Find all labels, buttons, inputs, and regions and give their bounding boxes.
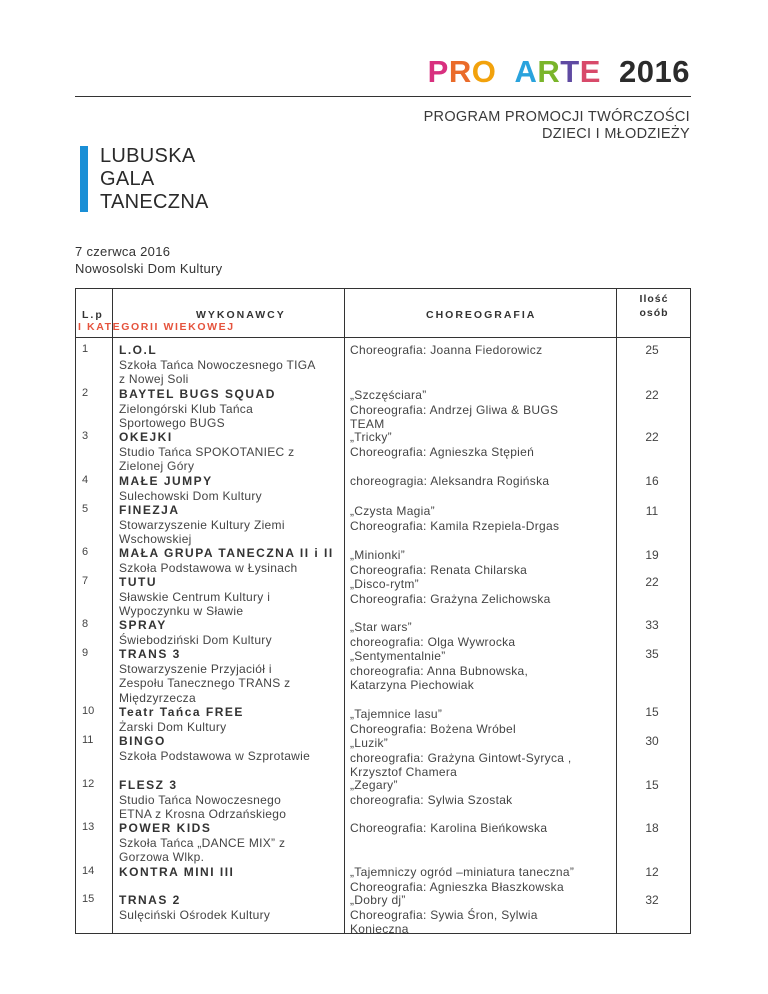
choreography-cell <box>350 778 614 807</box>
choreography-line: TEAM <box>350 417 385 431</box>
column-divider <box>112 289 113 933</box>
performer-description-line: Szkoła Podstawowa w Szprotawie <box>119 748 311 763</box>
header-divider <box>76 337 690 338</box>
performer-name: MAŁE JUMPY <box>119 474 213 488</box>
choreography-line: „Tajemniczy ogród –miniatura taneczna” <box>350 865 575 879</box>
choreography-line: Choreografia: Joanna Fiedorowicz <box>350 343 543 357</box>
performer-cell <box>119 503 347 547</box>
performer-cell <box>119 893 347 922</box>
performer-description-line: Studio Tańca Nowoczesnego <box>119 792 282 807</box>
row-number: 2 <box>82 387 89 399</box>
column-divider <box>616 289 617 933</box>
choreography-line: „Star wars” <box>350 620 412 634</box>
performer-cell <box>119 647 347 705</box>
brand-letter: T <box>560 54 580 89</box>
brand-letter: O <box>471 54 497 89</box>
choreography-cell <box>350 388 614 432</box>
performer-name: FLESZ 3 <box>119 778 178 792</box>
gala-title <box>100 145 209 214</box>
performer-description-line: Szkoła Tańca Nowoczesnego TIGA <box>119 357 316 372</box>
choreography-cell <box>350 893 614 937</box>
row-number: 9 <box>82 647 89 659</box>
brand-word-arte <box>515 56 601 87</box>
performer-cell <box>119 546 347 575</box>
participant-count: 30 <box>645 734 659 748</box>
performer-description-line: Sławskie Centrum Kultury i <box>119 589 271 604</box>
choreography-line: „Disco-rytm” <box>350 577 419 591</box>
performer-description-line: Zielonej Góry <box>119 459 195 473</box>
choreography-line: Konieczna <box>350 922 409 936</box>
performer-name: BINGO <box>119 734 166 748</box>
program-line-2: DZIECI I MŁODZIEŻY <box>542 126 690 142</box>
performer-description-line: Studio Tańca SPOKOTANIEC z <box>119 444 295 459</box>
brand-word-pro <box>428 56 497 87</box>
choreography-cell <box>350 504 614 533</box>
choreography-line: Choreografia: Andrzej Gliwa & BUGS <box>350 402 559 417</box>
performer-name: BAYTEL BUGS SQUAD <box>119 387 276 401</box>
choreography-cell <box>350 865 614 894</box>
header-count-line-2: osób <box>639 307 669 319</box>
performer-description-line: Wschowskiej <box>119 532 192 546</box>
performer-cell <box>119 821 347 865</box>
header-count-line-1: Ilość <box>639 293 669 305</box>
choreography-line: choreografia: Anna Bubnowska, <box>350 663 529 678</box>
performer-cell <box>119 705 347 734</box>
choreography-line: Choreografia: Karolina Bieńkowska <box>350 821 548 835</box>
performer-name: TRNAS 2 <box>119 893 181 907</box>
participant-count: 19 <box>645 548 659 562</box>
performer-name: L.O.L <box>119 343 158 357</box>
performer-description-line: ETNA z Krosna Odrzańskiego <box>119 807 287 821</box>
performer-cell <box>119 343 347 387</box>
choreography-cell <box>350 548 614 577</box>
performer-description-line: Międzyrzecza <box>119 690 196 705</box>
row-number: 14 <box>82 865 95 877</box>
performer-name: Teatr Tańca FREE <box>119 705 244 719</box>
performer-description-line: Zielongórski Klub Tańca <box>119 401 254 416</box>
performer-description-line: Gorzowa Wlkp. <box>119 850 205 864</box>
choreography-line: „Czysta Magia” <box>350 504 435 518</box>
choreography-line: Krzysztof Chamera <box>350 765 458 779</box>
row-number: 12 <box>82 778 95 790</box>
event-info <box>75 243 222 277</box>
gala-line-1: LUBUSKA <box>100 145 196 167</box>
choreography-cell <box>350 707 614 736</box>
choreography-line: Choreografia: Sywia Śron, Sylwia <box>350 907 538 922</box>
event-place: Nowosolski Dom Kultury <box>75 261 223 276</box>
choreography-line: Choreografia: Renata Chilarska <box>350 562 528 577</box>
brand-logo <box>428 56 690 87</box>
choreography-line: „Tajemnice lasu” <box>350 707 443 721</box>
participant-count: 35 <box>645 647 659 661</box>
performer-description-line: Świebodziński Dom Kultury <box>119 632 272 647</box>
choreography-cell <box>350 736 614 780</box>
performer-cell <box>119 387 347 431</box>
performer-cell <box>119 734 347 763</box>
performer-cell <box>119 430 347 474</box>
row-number: 11 <box>82 734 94 746</box>
program-line-1: PROGRAM PROMOCJI TWÓRCZOŚCI <box>423 109 690 125</box>
row-number: 5 <box>82 503 89 515</box>
performer-name: TRANS 3 <box>119 647 181 661</box>
performer-name: MAŁA GRUPA TANECZNA II i II <box>119 546 334 560</box>
performer-description-line: Stowarzyszenie Przyjaciół i <box>119 661 272 676</box>
choreography-line: „Minionki” <box>350 548 406 562</box>
row-number: 13 <box>82 821 95 833</box>
brand-letter: R <box>537 54 561 89</box>
participant-count: 18 <box>645 821 659 835</box>
event-date: 7 czerwca 2016 <box>75 244 171 259</box>
row-number: 15 <box>82 893 95 905</box>
performer-description-line: Szkoła Podstawowa w Łysinach <box>119 560 298 575</box>
row-number: 3 <box>82 430 89 442</box>
header-lp: L.p <box>82 309 104 321</box>
brand-letter: A <box>514 54 538 89</box>
performer-description-line: Szkoła Tańca „DANCE MIX” z <box>119 835 286 850</box>
performer-description-line: Żarski Dom Kultury <box>119 719 227 734</box>
row-number: 7 <box>82 575 89 587</box>
row-number: 4 <box>82 474 89 486</box>
participant-count: 32 <box>645 893 659 907</box>
performer-description-line: Wypoczynku w Sławie <box>119 604 244 618</box>
participant-count: 15 <box>645 705 659 719</box>
choreography-line: Choreografia: Grażyna Zelichowska <box>350 591 551 606</box>
participant-count: 15 <box>645 778 659 792</box>
performer-name: SPRAY <box>119 618 167 632</box>
performer-cell <box>119 618 347 647</box>
choreography-line: Choreografia: Agnieszka Stępień <box>350 444 535 459</box>
brand-letter: E <box>579 54 601 89</box>
choreography-cell <box>350 430 614 459</box>
participant-count: 22 <box>645 388 659 402</box>
performer-description-line: Stowarzyszenie Kultury Ziemi <box>119 517 285 532</box>
choreography-line: „Szczęściara” <box>350 388 427 402</box>
row-number: 6 <box>82 546 89 558</box>
performer-description-line: Sulęciński Ośrodek Kultury <box>119 907 271 922</box>
performer-cell <box>119 865 347 880</box>
performer-name: OKEJKI <box>119 430 173 444</box>
row-number: 1 <box>82 343 89 355</box>
choreography-line: „Dobry dj” <box>350 893 406 907</box>
participant-count: 22 <box>645 430 659 444</box>
header-performers: WYKONAWCY <box>196 309 286 321</box>
performer-cell <box>119 778 347 822</box>
age-category-label: I KATEGORII WIEKOWEJ <box>78 321 235 333</box>
performer-cell <box>119 575 347 619</box>
choreography-line: „Tricky” <box>350 430 392 444</box>
choreography-cell <box>350 649 614 693</box>
choreography-line: Choreografia: Agnieszka Błaszkowska <box>350 879 564 894</box>
performer-name: TUTU <box>119 575 157 589</box>
participant-count: 25 <box>645 343 659 357</box>
participant-count: 12 <box>645 865 659 879</box>
gala-accent-bar <box>80 146 88 212</box>
choreography-line: choreografia: Olga Wywrocka <box>350 634 516 649</box>
participant-count: 16 <box>645 474 659 488</box>
choreography-cell <box>350 343 614 358</box>
choreography-cell <box>350 577 614 606</box>
choreography-line: „Luzik” <box>350 736 389 750</box>
choreography-line: „Sentymentalnie” <box>350 649 446 663</box>
choreography-line: Katarzyna Piechowiak <box>350 678 475 692</box>
performer-description-line: Zespołu Tanecznego TRANS z <box>119 676 291 690</box>
participant-count: 22 <box>645 575 659 589</box>
performer-cell <box>119 474 347 503</box>
header-choreography: CHOREOGRAFIA <box>426 309 537 321</box>
performer-description-line: z Nowej Soli <box>119 372 189 386</box>
choreography-cell <box>350 474 614 489</box>
performer-description-line: Sportowego BUGS <box>119 416 225 430</box>
participant-count: 11 <box>645 504 659 518</box>
choreography-line: Choreografia: Bożena Wróbel <box>350 721 516 736</box>
performer-name: POWER KIDS <box>119 821 212 835</box>
brand-letter: P <box>427 54 449 89</box>
program-title <box>424 109 690 143</box>
brand-year: 2016 <box>619 54 690 89</box>
choreography-line: choreogragia: Aleksandra Rogińska <box>350 474 550 488</box>
performers-table <box>75 288 691 934</box>
participant-count: 33 <box>645 618 659 632</box>
gala-line-2: GALA <box>100 168 155 190</box>
header-rule <box>75 96 691 97</box>
performer-description-line: Sulechowski Dom Kultury <box>119 488 262 503</box>
performer-name: KONTRA MINI III <box>119 865 235 879</box>
row-number: 10 <box>82 705 95 717</box>
choreography-line: choreografia: Sylwia Szostak <box>350 792 513 807</box>
choreography-cell <box>350 821 614 836</box>
performer-name: FINEZJA <box>119 503 180 517</box>
choreography-cell <box>350 620 614 649</box>
row-number: 8 <box>82 618 89 630</box>
choreography-line: „Zegary” <box>350 778 398 792</box>
choreography-line: Choreografia: Kamila Rzepiela-Drgas <box>350 518 560 533</box>
choreography-line: choreografia: Grażyna Gintowt-Syryca , <box>350 750 572 765</box>
brand-letter: R <box>448 54 472 89</box>
gala-line-3: TANECZNA <box>100 191 209 213</box>
